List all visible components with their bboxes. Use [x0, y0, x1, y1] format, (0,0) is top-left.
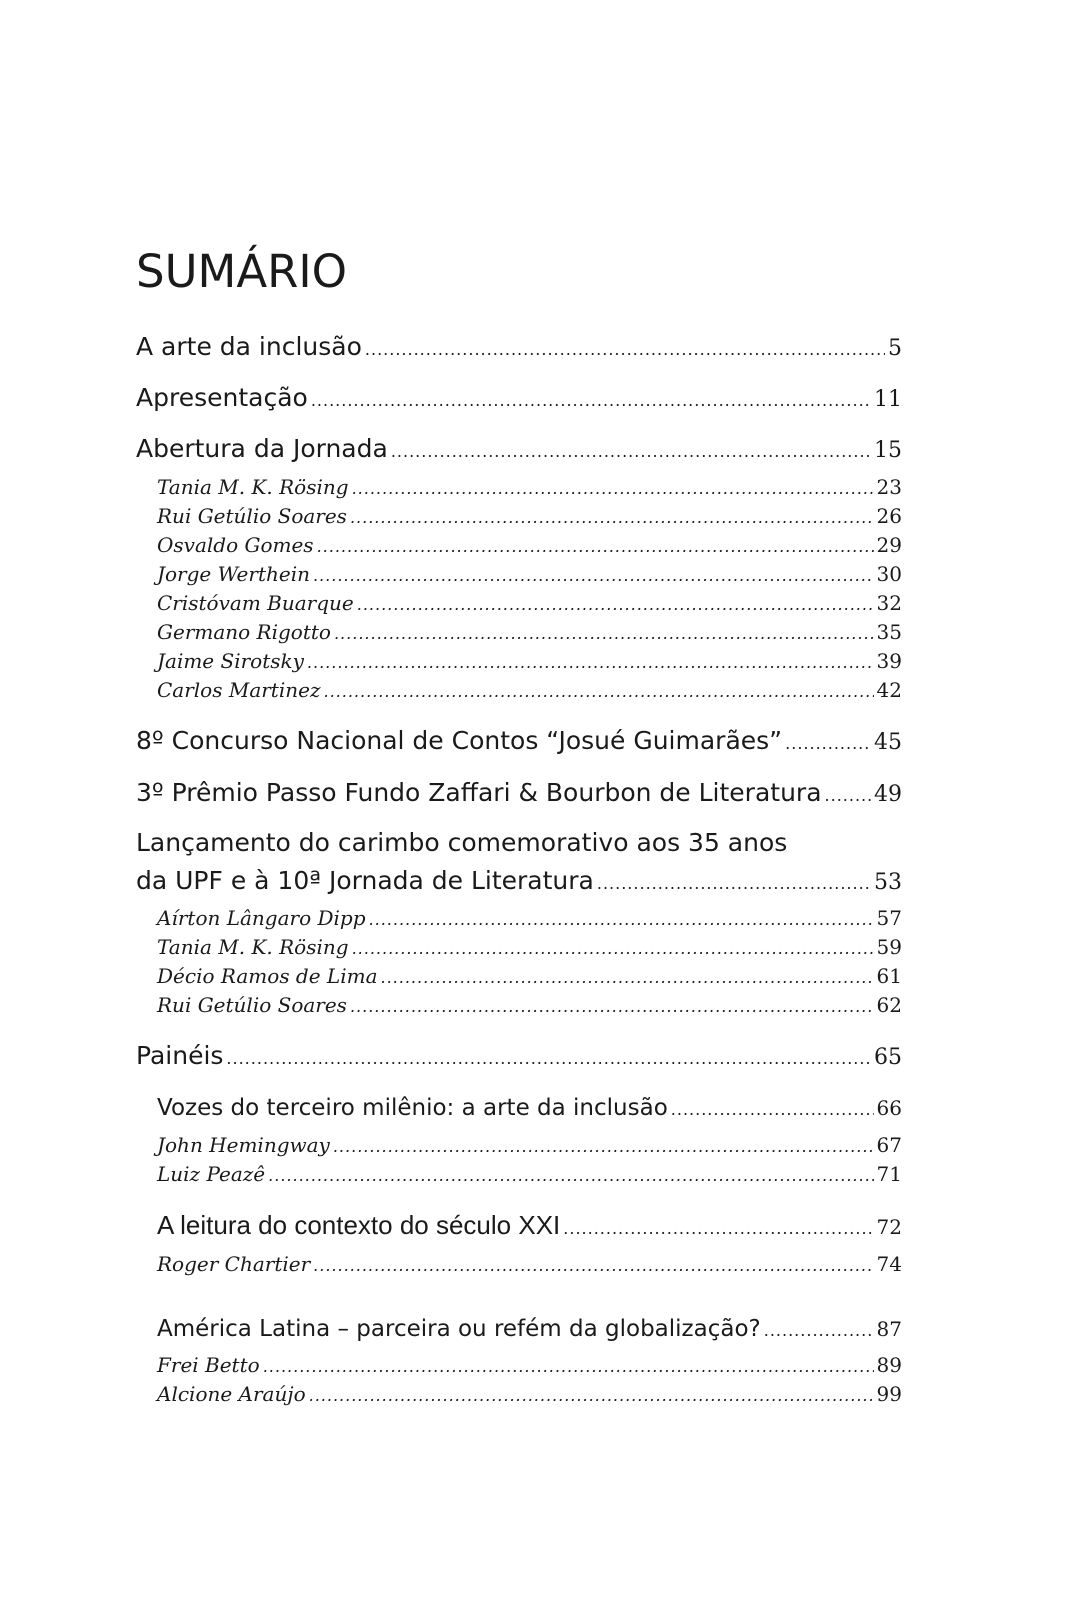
leader-dots [352, 935, 874, 963]
toc-author-entry [157, 1131, 902, 1159]
toc-entry-label: Cristóvam Buarque [157, 591, 354, 615]
leader-dots [357, 591, 874, 619]
toc-entry-label: Vozes do terceiro milênio: a arte da inclusão [157, 1095, 668, 1121]
toc-entry-page: 62 [876, 993, 902, 1017]
toc-entry-page: 72 [876, 1215, 902, 1239]
toc-entry-page: 30 [876, 562, 902, 586]
toc-author-entry [157, 531, 902, 559]
leader-dots [311, 383, 871, 419]
toc-entry-page: 42 [876, 678, 902, 702]
leader-dots [785, 726, 871, 762]
toc-entry [136, 723, 902, 759]
leader-dots [334, 620, 874, 648]
toc-entry-page: 11 [874, 387, 902, 412]
toc-entry-page: 87 [876, 1317, 902, 1341]
toc-author-entry [157, 473, 902, 501]
toc-author-entry [157, 502, 902, 530]
toc-entry-label: A leitura do contexto do século XXI [157, 1210, 561, 1240]
toc-entry-label: Carlos Martinez [157, 678, 321, 702]
toc-entry-page: 57 [876, 906, 902, 930]
toc-entry-page: 32 [876, 591, 902, 615]
toc-author-entry [157, 647, 902, 675]
toc-entry [136, 775, 902, 811]
toc-entry-label: Tania M. K. Rösing [157, 935, 349, 959]
toc-entry-label: Roger Chartier [157, 1252, 311, 1276]
toc-entry-page: 59 [876, 935, 902, 959]
toc-entry-label: Rui Getúlio Soares [157, 504, 347, 528]
toc-author-entry [157, 933, 902, 961]
toc-entry-label: Aírton Lângaro Dipp [157, 906, 366, 930]
toc-entry-label: 3º Prêmio Passo Fundo Zaffari & Bourbon de Literatura [136, 778, 822, 807]
toc-entry-label: Abertura da Jornada [136, 434, 388, 463]
leader-dots [825, 778, 871, 814]
toc-entry-label: América Latina – parceira ou refém da globalização? [157, 1316, 761, 1342]
toc-entry-page: 26 [876, 504, 902, 528]
toc-entry-page: 23 [876, 475, 902, 499]
leader-dots [597, 866, 871, 902]
toc-entry-label: Tania M. K. Rösing [157, 475, 349, 499]
toc-entry-page: 89 [876, 1353, 902, 1377]
leader-dots [317, 533, 874, 561]
toc-entry [136, 863, 902, 899]
leader-dots [307, 649, 874, 677]
toc-author-entry [157, 589, 902, 617]
toc-entry-label: Jaime Sirotsky [157, 649, 304, 673]
toc-entry-page: 29 [876, 533, 902, 557]
leader-dots [313, 562, 874, 590]
leader-dots [333, 1133, 874, 1161]
leader-dots [563, 1211, 873, 1247]
toc-author-entry [157, 962, 902, 990]
leader-dots [350, 504, 874, 532]
toc-entry-page: 39 [876, 649, 902, 673]
toc-author-entry [157, 676, 902, 704]
toc-entry-page: 53 [874, 870, 902, 895]
leader-dots [324, 678, 874, 706]
toc-author-entry [157, 904, 902, 932]
toc-entry-label: Apresentação [136, 383, 308, 412]
toc-author-entry [157, 1250, 902, 1278]
toc-entry-page: 35 [876, 620, 902, 644]
leader-dots [391, 434, 871, 470]
toc-entry-label-line: Lançamento do carimbo comemorativo aos 35 anos [136, 828, 788, 857]
leader-dots [350, 993, 874, 1021]
toc-panel-entry [157, 1091, 902, 1125]
toc-entry-page: 67 [876, 1133, 902, 1157]
toc-author-entry [157, 1351, 902, 1379]
toc-author-entry [157, 560, 902, 588]
toc-entry-label: Painéis [136, 1041, 224, 1070]
leader-dots [226, 1041, 871, 1077]
toc-entry-label: Osvaldo Gomes [157, 533, 314, 557]
leader-dots [671, 1093, 874, 1127]
leader-dots [365, 332, 885, 368]
toc-entry-page: 66 [876, 1096, 902, 1120]
toc-entry-label: Alcione Araújo [157, 1382, 306, 1406]
toc-entry-page: 71 [876, 1162, 902, 1186]
toc-entry [136, 431, 902, 467]
toc-entry-label: A arte da inclusão [136, 332, 362, 361]
toc-author-entry [157, 618, 902, 646]
toc-entry-label: Jorge Werthein [157, 562, 310, 586]
toc-entry-label: Frei Betto [157, 1353, 260, 1377]
leader-dots [313, 1252, 873, 1280]
toc-entry-label: Décio Ramos de Lima [157, 964, 378, 988]
toc-entry-page: 49 [874, 782, 902, 807]
toc-author-entry [157, 1380, 902, 1408]
leader-dots [268, 1162, 873, 1190]
toc-author-entry [157, 1160, 902, 1188]
page-title: SUMÁRIO [136, 245, 348, 298]
leader-dots [352, 475, 874, 503]
leader-dots [764, 1314, 874, 1348]
toc-entry-label: John Hemingway [157, 1133, 330, 1157]
toc-entry-page: 61 [876, 964, 902, 988]
leader-dots [369, 906, 874, 934]
toc-entry-page: 15 [874, 438, 902, 463]
toc-entry-label: Rui Getúlio Soares [157, 993, 347, 1017]
toc-entry-page: 99 [876, 1382, 902, 1406]
leader-dots [263, 1353, 874, 1381]
toc-panel-entry [157, 1207, 902, 1243]
toc-entry-label: Germano Rigotto [157, 620, 331, 644]
toc-entry-page: 5 [888, 336, 902, 361]
toc-entry-page: 65 [874, 1045, 902, 1070]
toc-entry [136, 329, 902, 365]
toc-entry-label: da UPF e à 10ª Jornada de Literatura [136, 866, 594, 895]
toc-panel-entry [157, 1312, 902, 1346]
toc-entry [136, 1038, 902, 1074]
toc-entry-label: 8º Concurso Nacional de Contos “Josué Guimarães” [136, 726, 783, 755]
toc-entry-label: Luiz Peazê [157, 1162, 266, 1186]
toc-entry [136, 380, 902, 416]
leader-dots [381, 964, 874, 992]
leader-dots [309, 1382, 874, 1410]
toc-entry-page: 45 [874, 730, 902, 755]
toc-entry-page: 74 [876, 1252, 902, 1276]
toc-author-entry [157, 991, 902, 1019]
